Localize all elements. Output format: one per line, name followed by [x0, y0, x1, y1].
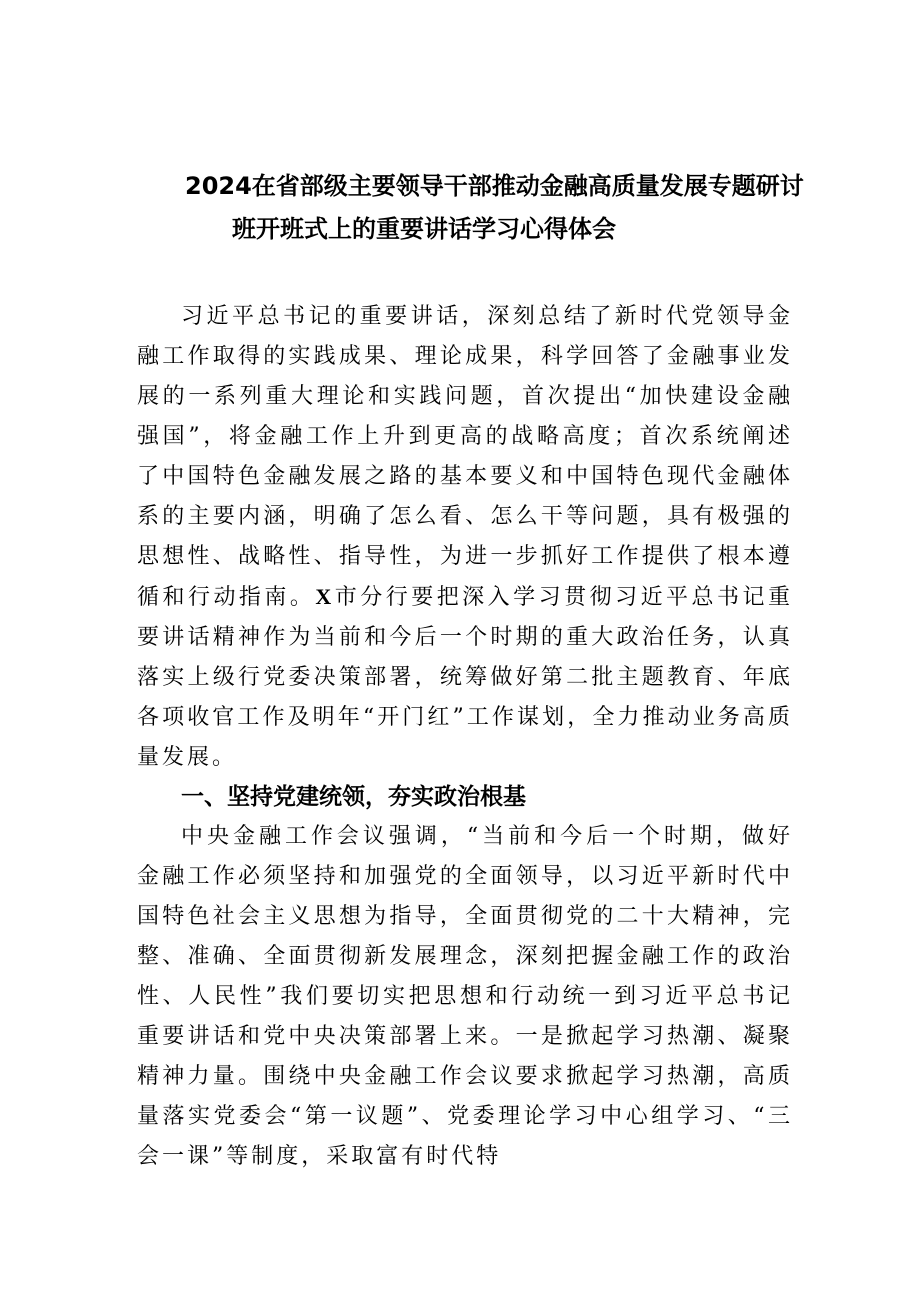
paragraph-1-text-b: 市分行要把深入学习贯彻习近平总书记重要讲话精神作为当前和今后一个时期的重大政治任务，认真落实上级行党委决策部署，统筹做好第二批主题教育、年底各项收官工作及明年“开门红”工作谋划，全力推动业务高质量发展。 — [137, 585, 793, 770]
document-title-line-2: 班开班式上的重要讲话学习心得体会 — [232, 215, 616, 243]
section-heading-1: 一、坚持党建统领，夯实政治根基 — [181, 784, 526, 810]
document-title-line-1: 2024在省部级主要领导干部推动金融高质量发展专题研讨 — [185, 172, 804, 200]
body-paragraph-2: 中央金融工作会议强调，“当前和今后一个时期，做好金融工作必须坚持和加强党的全面领导，以习近平新时代中国特色社会主义思想为指导，全面贯彻党的二十大精神，完整、准确、全面贯彻新发展理念，深刻把握金融工作的政治性、人民性”我们要切实把思想和行动统一到习近平总书记重要讲话和党中央决策部署上来。一是掀起学习热潮、凝聚精神力量。围绕中央金融工作会议要求掀起学习热潮，高质量落实党委会“第一议题”、党委理论学习中心组学习、“三会一课”等制度，采取富有时代特 — [137, 824, 793, 1169]
body-paragraph-1 — [137, 297, 793, 778]
paragraph-1-text-a: 习近平总书记的重要讲话，深刻总结了新时代党领导金融工作取得的实践成果、理论成果，科学回答了金融事业发展的一系列重大理论和实践问题，首次提出“加快建设金融强国”，将金融工作上升到更高的战略高度；首次系统阐述了中国特色金融发展之路的基本要义和中国特色现代金融体系的主要内涵，明确了怎么看、怎么干等问题，具有极强的思想性、战略性、指导性，为进一步抓好工作提供了根本遵循和行动指南。 — [137, 304, 793, 610]
branch-name-bold: X — [315, 584, 335, 609]
